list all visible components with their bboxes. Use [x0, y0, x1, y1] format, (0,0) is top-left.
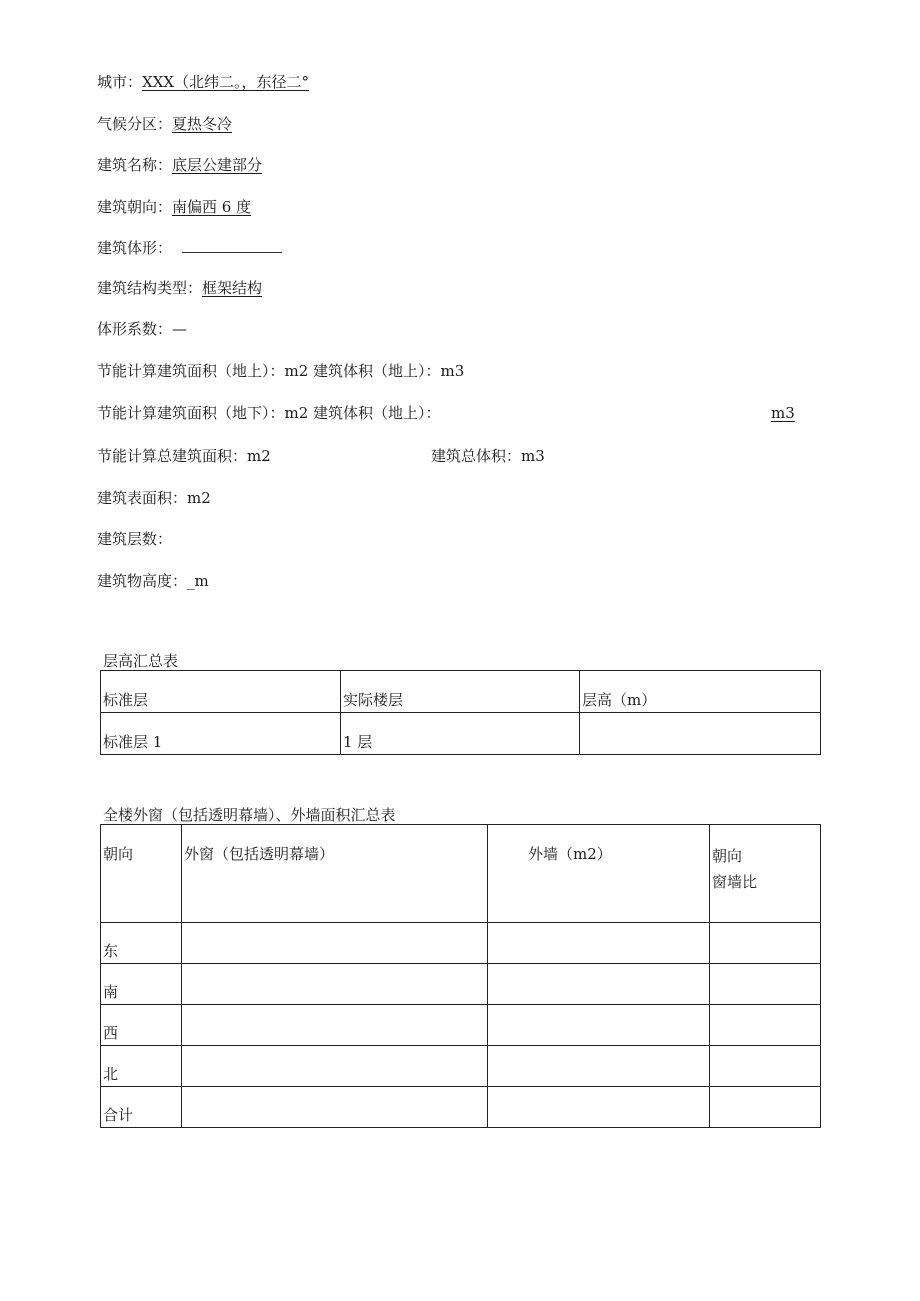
table2-caption: 全楼外窗（包括透明幕墙）、外墙面积汇总表	[103, 806, 396, 824]
table-row	[101, 923, 821, 964]
orientation-value: 南偏西 6 度	[172, 198, 252, 216]
shape-coefficient: 体形系数：—	[97, 320, 188, 338]
header-window-wall-ratio: 窗墙比	[712, 873, 758, 891]
table-header-row	[101, 825, 821, 923]
structure-label: 建筑结构类型：	[97, 279, 203, 297]
climate-value: 夏热冬冷	[172, 115, 233, 133]
table-cell: 北	[101, 1046, 182, 1087]
table-row	[101, 1087, 821, 1128]
table1-caption: 层高汇总表	[103, 652, 179, 670]
building-height: 建筑物高度：_m	[97, 572, 209, 590]
area-above-ground: 节能计算建筑面积（地上）：m2 建筑体积（地上）：m3	[97, 362, 465, 380]
total-area: 节能计算总建筑面积：m2	[97, 447, 271, 465]
table-cell: 西	[101, 1005, 182, 1046]
area-below-unit: m3	[771, 404, 795, 422]
city-label: 城市：	[97, 73, 143, 91]
city-value: XXX（北纬二。，东径二°	[142, 73, 310, 91]
table-cell: 标准层 1	[101, 713, 341, 755]
header-cell	[710, 825, 821, 923]
shape-line	[97, 238, 282, 258]
table-row	[101, 713, 821, 755]
total-volume: 建筑总体积：m3	[431, 447, 545, 465]
table-cell: 东	[101, 923, 182, 964]
table-row	[101, 1005, 821, 1046]
header-cell: 实际楼层	[341, 671, 580, 713]
table-cell: 合计	[101, 1087, 182, 1128]
city-line	[97, 72, 309, 92]
orientation-line	[97, 197, 251, 217]
structure-line	[97, 278, 262, 298]
surface-area: 建筑表面积：m2	[97, 489, 211, 507]
building-name-line	[97, 155, 262, 175]
header-cell: 外窗（包括透明幕墙）	[182, 825, 488, 923]
orientation-label: 建筑朝向：	[97, 198, 173, 216]
building-name-label: 建筑名称：	[97, 156, 173, 174]
climate-line	[97, 114, 232, 134]
structure-value: 框架结构	[202, 279, 263, 297]
header-cell: 层高（m）	[580, 671, 821, 713]
floor-count: 建筑层数：	[97, 530, 173, 548]
header-cell: 朝向	[101, 825, 182, 923]
shape-label: 建筑体形：	[97, 239, 173, 257]
table-row	[101, 1046, 821, 1087]
table-cell: 1 层	[341, 713, 580, 755]
window-wall-table	[100, 824, 821, 1128]
table-row	[101, 964, 821, 1005]
shape-blank	[182, 238, 282, 253]
floor-height-table	[100, 670, 821, 755]
header-cell: 标准层	[101, 671, 341, 713]
climate-label: 气候分区：	[97, 115, 173, 133]
table-cell: 南	[101, 964, 182, 1005]
building-name-value: 底层公建部分	[172, 156, 263, 174]
header-cell: 外墙（m2）	[488, 825, 710, 923]
table-cell	[580, 713, 821, 755]
area-below-ground: 节能计算建筑面积（地下）：m2 建筑体积（地上）：	[97, 404, 441, 422]
table-header-row	[101, 671, 821, 713]
header-orientation: 朝向	[712, 847, 743, 865]
